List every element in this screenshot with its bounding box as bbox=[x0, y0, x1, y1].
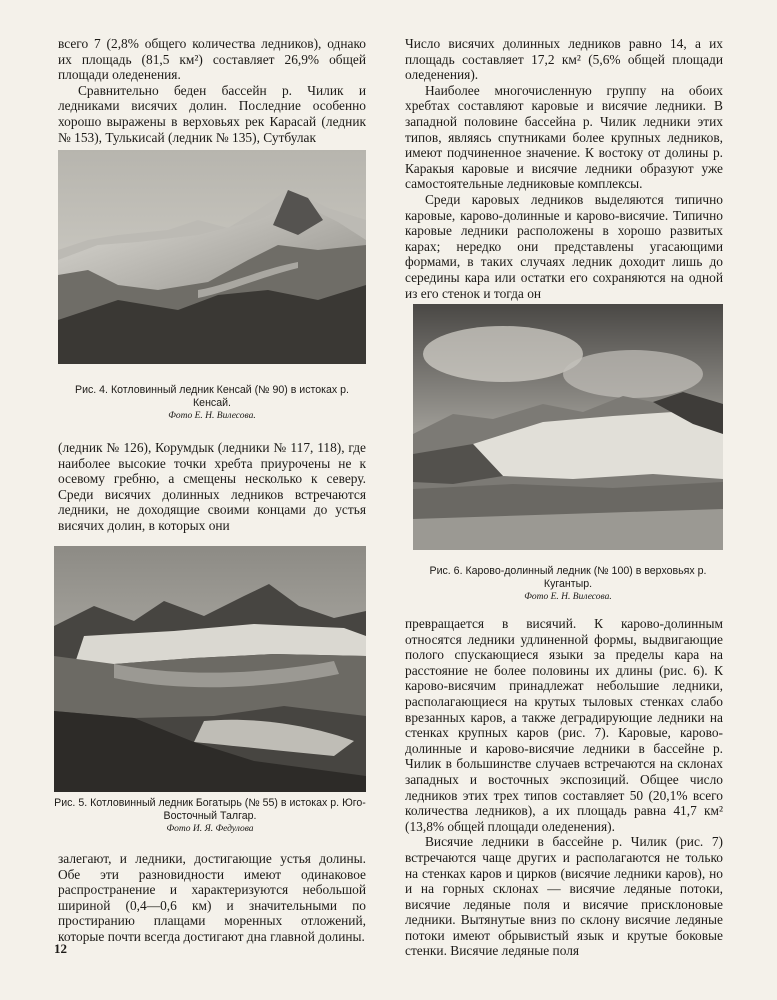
left-text-block-2 bbox=[58, 440, 366, 534]
figure-5-photo bbox=[54, 546, 366, 792]
right-text-block-2 bbox=[405, 616, 723, 959]
photo-credit: Фото И. Я. Федулова bbox=[166, 824, 254, 834]
page-number: 12 bbox=[54, 941, 67, 956]
paragraph: Среди каровых ледников выделяются типично каровые, карово-долинные и карово-висячие. Типично каровые ледники расположены в хорошо развитых карах; нередко они представлены угасающими формами, в таких случаях ледник доходит лишь до середины кара или остатки его сохраняются на одной из его стенок и тогда он bbox=[405, 191, 723, 301]
photo-credit: Фото Е. Н. Вилесова. bbox=[168, 411, 256, 421]
figure-6-photo bbox=[413, 304, 723, 550]
paragraph: всего 7 (2,8% общего количества ледников), однако их площадь (81,5 км²) составляет 26,9% общей площади оледенения. bbox=[58, 36, 366, 83]
photo-credit: Фото Е. Н. Вилесова. bbox=[524, 592, 612, 602]
glacier-photo-kensai bbox=[58, 150, 366, 364]
paragraph: Висячие ледники в бассейне р. Чилик (рис. 7) встречаются чаще других и располагаются не только на стенках каров и цирков (висячие ледники каров), но и на горных склонах — висячие ледяные потоки, висячие ледяные поля и висячие присклоновые ледники. Вытянутые вниз по склону висячие ледяные потоки имеют обрывистый язык и крутые боковые стенки. Висячие ледяные поля bbox=[405, 834, 723, 959]
glacier-photo-bogatyr bbox=[54, 546, 366, 792]
paragraph: (ледник № 126), Корумдык (ледники № 117, 118), где наиболее высокие точки хребта приурочены не к осевому гребню, а смещены несколько к северу. Среди висячих долинных ледников встречаются ледники, не доходящие своими концами до устья висячих долин, в которых они bbox=[58, 440, 366, 533]
paragraph: залегают, и ледники, достигающие устья долины. Обе эти разновидности имеют одинаковое распространение и характеризуются небольшой шириной (0,4—0,6 км) и значительными по простиранию плащами моренных отложений, которые почти всегда достигают дна главной долины. bbox=[58, 851, 366, 944]
paragraph: Сравнительно беден бассейн р. Чилик и ледниками висячих долин. Последние особенно хорошо выражены в верховьях рек Карасай (ледник № 153), Тулькисай (ледник № 135), Сутбулак bbox=[58, 82, 366, 145]
glacier-photo-kugantyr bbox=[413, 304, 723, 550]
caption-text: Рис. 4. Котловинный ледник Кенсай (№ 90) в истоках р. Кенсай. bbox=[75, 384, 349, 409]
right-text-block-1 bbox=[405, 36, 723, 301]
paragraph: Наиболее многочисленную группу на обоих хребтах составляют каровые и висячие ледники. В западной половине бассейна р. Чилик ледники этих типов, являясь спутниками более крупных ледников, имеют подчиненное значение. К востоку от долины р. Каракыя каровые и висячие ледники образуют уже самостоятельные ледниковые комплексы. bbox=[405, 82, 723, 192]
paragraph: превращается в висячий. К карово-долинным относятся ледники удлиненной формы, выдвигающие полого спускающиеся языки за пределы кара на расстояние не более половины их длины (рис. 6). К карово-висячим принадлежат небольшие ледники, располагающиеся на крутых тыловых стенках слабо врезанных каров, а также деградирующие ледники на стенках крупных каров (рис. 7). Каровые, карово-долинные и карово-висячие ледники в бассейне р. Чилик в большинстве случаев встречаются на склонах западных и восточных экспозиций. Общее число ледников этих трех типов составляет 50 (20,1% всего количества ледников), а их площадь равна 41,7 км² (13,8% общей площади оледенения). bbox=[405, 616, 723, 834]
left-text-block-1 bbox=[58, 36, 366, 145]
caption-text: Рис. 6. Карово-долинный ледник (№ 100) в верховьях р. Кугантыр. bbox=[429, 565, 707, 590]
figure-4-photo bbox=[58, 150, 366, 364]
caption-text: Рис. 5. Котловинный ледник Богатырь (№ 55) в истоках р. Юго-Восточный Талгар. bbox=[54, 797, 366, 822]
figure-5-caption bbox=[54, 797, 366, 836]
figure-4-caption bbox=[58, 384, 366, 423]
paragraph: Число висячих долинных ледников равно 14, а их площадь составляет 17,2 км² (5,6% общей площади оледенения). bbox=[405, 36, 723, 83]
left-text-block-3 bbox=[58, 851, 366, 945]
figure-6-caption bbox=[413, 565, 723, 604]
